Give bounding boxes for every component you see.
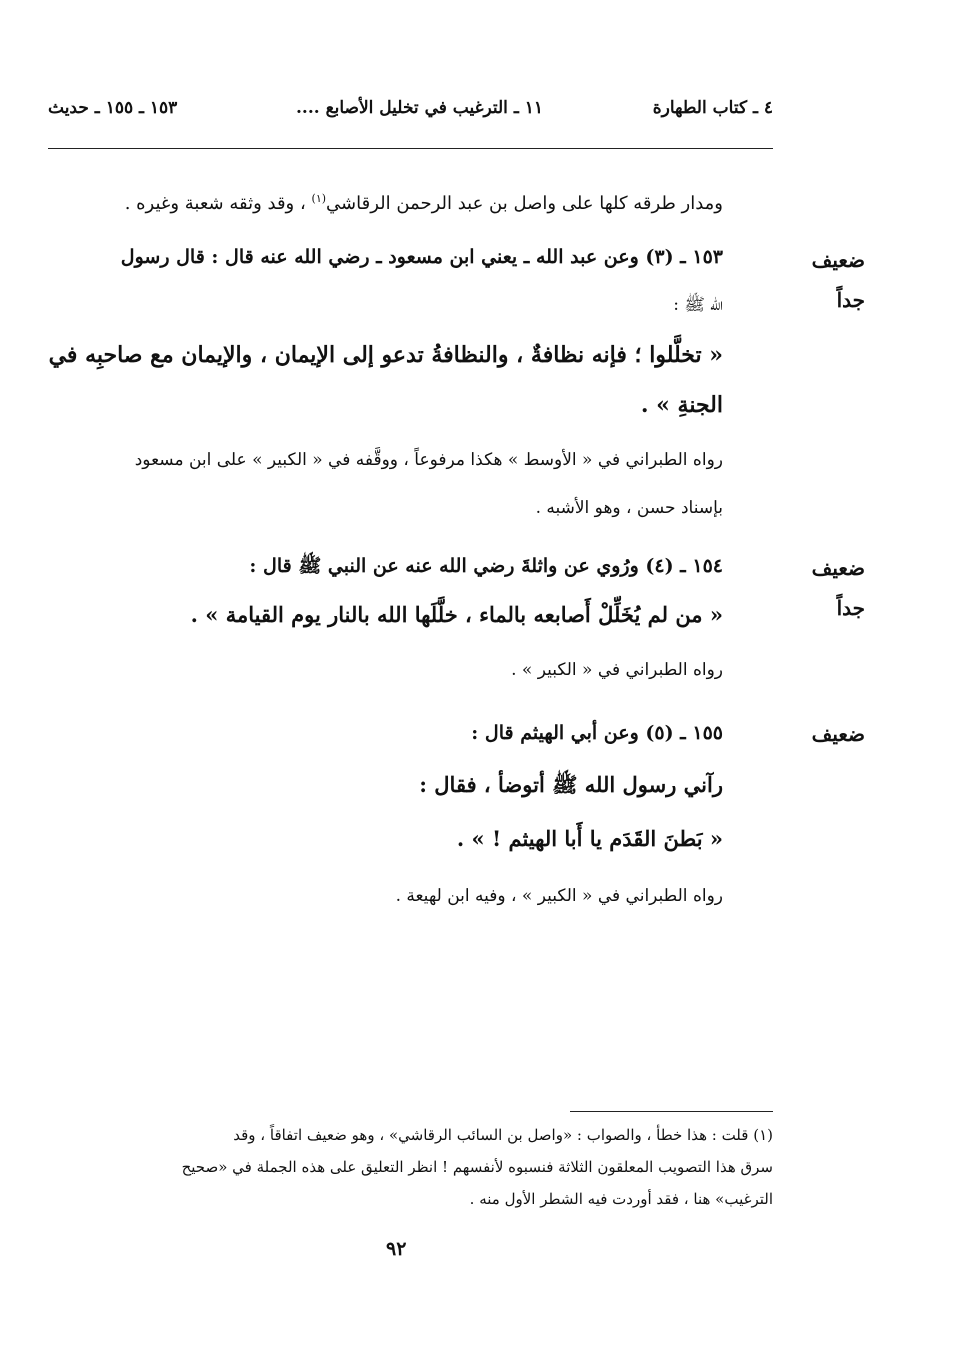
hadith-154-source: رواه الطبراني في « الكبير » . (511, 660, 723, 680)
header-chapter: ٤ ـ كتاب الطهارة (652, 98, 773, 118)
hadith-154-narration: ١٥٤ ـ (٤) ورُوي عن واثلةَ رضي الله عنه عن النبي ﷺ قال : (249, 555, 723, 577)
page-number: ٩٢ (386, 1238, 407, 1260)
footnote-line1: (١) قلت : هذا خطأ ، والصواب : «واصل بن السائب الرقاشي» ، وهو ضعيف اتفاقاً ، وقد (233, 1126, 773, 1144)
header-rule (48, 148, 773, 149)
footnote-line2: سرق هذا التصويب المعلقون الثلاثة فنسبوه لأنفسهم ! انظر التعليق على هذه الجملة في «صحيح (181, 1158, 773, 1176)
hadith-154-matn: « من لم يُخَلِّلْ أَصابعه بالماء ، خلَّلَها الله بالنار يوم القيامة » . (190, 602, 723, 627)
grade-154-line1: ضعيف (811, 556, 865, 580)
hadith-153-matn-line1: « تخلَّلوا ؛ فإنه نظافةٌ ، والنظافةُ تدعو إلى الإيمان ، والإيمان مع صاحبِه في (48, 342, 723, 368)
grade-153-line2: جداً (836, 288, 865, 312)
grade-155: ضعيف (811, 722, 865, 746)
grade-154-line2: جداً (836, 596, 865, 620)
header-section: ١١ ـ الترغيب في تخليل الأصابع .... (295, 98, 543, 118)
header-hadith-range: ١٥٣ ـ ١٥٥ ـ حديث (48, 98, 178, 118)
footnote-reference: (١) (311, 192, 327, 205)
hadith-153-matn-line2: الجنةِ » . (640, 392, 723, 418)
intro-tail: ، وقد وثقه شعبة وغيره . (124, 193, 306, 214)
intro-line (125, 192, 723, 214)
hadith-153-narration-line1: ١٥٣ ـ (٣) وعن عبد الله ـ يعني ابن مسعود ـ رضي الله عنه قال : قال رسول (120, 246, 723, 268)
intro-text: ومدار طرقه كلها على واصل بن عبد الرحمن الرقاشي (326, 193, 723, 214)
hadith-155-narration: ١٥٥ ـ (٥) وعن أبي الهيثم قال : (471, 722, 723, 744)
hadith-155-line2: رآني رسول الله ﷺ أتوضأ ، فقال : (419, 772, 723, 797)
hadith-153-source-line2: بإسناد حسن ، وهو الأشبه . (535, 498, 723, 518)
hadith-153-narration-line2: الله ﷺ : (673, 295, 723, 315)
hadith-153-source-line1: رواه الطبراني في « الأوسط » هكذا مرفوعاً ، ووقَّفه في « الكبير » على ابن مسعود (134, 450, 723, 470)
hadith-155-source: رواه الطبراني في « الكبير » ، وفيه ابن لهيعة . (395, 886, 723, 906)
footnote-line3: الترغيب» هنا ، فقد أوردت فيه الشطر الأول منه . (469, 1190, 773, 1208)
hadith-155-matn: « بَطنَ القَدَم يا أَبا الهيثم ! » . (456, 826, 723, 851)
grade-153-line1: ضعيف (811, 248, 865, 272)
footnote-rule (570, 1111, 773, 1112)
